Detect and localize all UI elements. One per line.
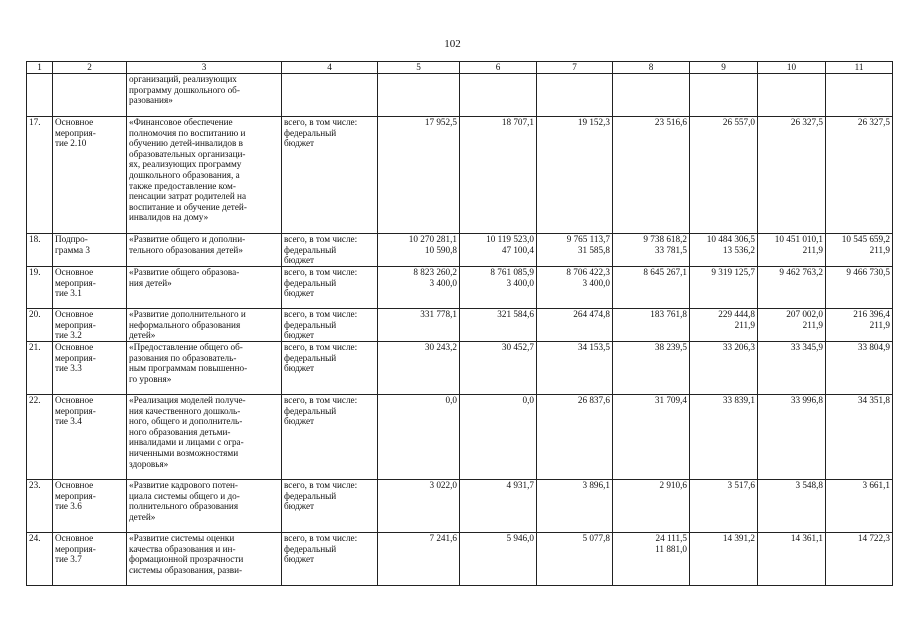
federal-value: 211,9 — [802, 244, 823, 255]
total-value: 229 444,8 — [718, 309, 755, 319]
row-description: «Финансовое обеспечение полномочия по воспитанию и обучению детей-инвалидов в образовательных организаци- ях, реализующих программу дошкольного образования, а также предоставление ком- пенсации затрат родителей на воспитание и обучение детей- инвалидов на дому» — [127, 117, 282, 234]
total-value: 9 466 730,5 — [846, 267, 890, 277]
table-row — [27, 117, 893, 234]
total-value: 3 517,6 — [727, 480, 755, 490]
value-cell-col-5 — [378, 309, 460, 342]
total-value: 26 327,5 — [790, 117, 823, 127]
federal-value: 13 536,2 — [722, 244, 755, 255]
value-cell-col-7 — [537, 395, 613, 480]
value-cell-col-6 — [460, 395, 537, 480]
value-cell-col-6 — [460, 117, 537, 234]
federal-value: 3 400,0 — [429, 277, 457, 288]
value-cell-col-8 — [613, 480, 690, 533]
row-index: 21. — [27, 342, 53, 395]
total-value: 9 738 618,2 — [643, 234, 687, 244]
total-value: 10 270 281,1 — [408, 234, 457, 244]
value-cell-col-8 — [613, 267, 690, 309]
row-funding-source: всего, в том числе: федеральный бюджет — [282, 267, 378, 309]
total-value: 8 645 267,1 — [643, 267, 687, 277]
value-cell-col-9 — [690, 533, 758, 586]
total-value: 9 462 763,2 — [779, 267, 823, 277]
total-value: 23 516,6 — [654, 117, 687, 127]
total-value: 14 391,2 — [722, 533, 755, 543]
value-cell-col-10 — [758, 309, 826, 342]
value-cell-col-5 — [378, 117, 460, 234]
row-funding-source: всего, в том числе: федеральный бюджет — [282, 533, 378, 586]
column-header-7: 7 — [537, 62, 613, 74]
row-funding-source: всего, в том числе: федеральный бюджет — [282, 395, 378, 480]
value-cell-col-5 — [378, 395, 460, 480]
row-index: 18. — [27, 234, 53, 267]
value-cell-col-9 — [690, 480, 758, 533]
total-value: 8 706 422,3 — [566, 267, 610, 277]
federal-value: 3 400,0 — [582, 277, 610, 288]
total-value: 331 778,1 — [420, 309, 457, 319]
total-value: 10 451 010,1 — [774, 234, 823, 244]
total-value: 31 709,4 — [654, 395, 687, 405]
value-cell-col-10 — [758, 234, 826, 267]
value-cell-col-5 — [378, 267, 460, 309]
row-index: 20. — [27, 309, 53, 342]
table-row — [27, 234, 893, 267]
table-row — [27, 267, 893, 309]
total-value: 33 996,8 — [790, 395, 823, 405]
continuation-description: организаций, реализующих программу дошкольного об- разования» — [127, 74, 282, 117]
value-cell-col-6 — [460, 309, 537, 342]
value-cell-col-8 — [613, 342, 690, 395]
total-value: 33 839,1 — [722, 395, 755, 405]
row-type: Основное мероприя- тие 3.3 — [53, 342, 127, 395]
value-cell-col-11 — [826, 480, 893, 533]
column-header-10: 10 — [758, 62, 826, 74]
federal-value: 211,9 — [802, 319, 823, 330]
value-cell-col-7 — [537, 533, 613, 586]
total-value: 14 722,3 — [857, 533, 890, 543]
row-type: Основное мероприя- тие 3.4 — [53, 395, 127, 480]
total-value: 264 474,8 — [573, 309, 610, 319]
row-description: «Развитие системы оценки качества образования и ин- формационной прозрачности системы образования, разви- — [127, 533, 282, 586]
value-cell-col-7 — [537, 267, 613, 309]
row-description: «Развитие общего образова- ния детей» — [127, 267, 282, 309]
column-header-1: 1 — [27, 62, 53, 74]
value-cell-col-10 — [758, 342, 826, 395]
total-value: 24 111,5 — [655, 533, 687, 543]
row-index: 23. — [27, 480, 53, 533]
total-value: 5 077,8 — [582, 533, 610, 543]
federal-value: 10 590,8 — [424, 244, 457, 255]
value-cell-col-11 — [826, 395, 893, 480]
federal-value: 33 781,5 — [654, 244, 687, 255]
value-cell-col-8 — [613, 309, 690, 342]
total-value: 3 661,1 — [862, 480, 890, 490]
value-cell-col-10 — [758, 267, 826, 309]
total-value: 9 319 125,7 — [711, 267, 755, 277]
total-value: 3 022,0 — [429, 480, 457, 490]
total-value: 207 002,0 — [786, 309, 823, 319]
value-cell-col-11 — [826, 533, 893, 586]
total-value: 183 761,8 — [650, 309, 687, 319]
value-cell-col-7 — [537, 117, 613, 234]
total-value: 33 206,3 — [722, 342, 755, 352]
value-cell-col-6 — [460, 267, 537, 309]
table-row — [27, 480, 893, 533]
row-funding-source: всего, в том числе: федеральный бюджет — [282, 309, 378, 342]
value-cell-col-5 — [378, 533, 460, 586]
value-cell-col-8 — [613, 117, 690, 234]
row-type: Основное мероприя- тие 3.6 — [53, 480, 127, 533]
federal-value: 3 400,0 — [506, 277, 534, 288]
row-description: «Реализация моделей получе- ния качественного дошколь- ного, общего и дополнитель- ного образования детьми- инвалидами и лицами с огра- ниченными возможностями здоровья» — [127, 395, 282, 480]
total-value: 33 345,9 — [790, 342, 823, 352]
row-funding-source: всего, в том числе: федеральный бюджет — [282, 117, 378, 234]
total-value: 216 396,4 — [853, 309, 890, 319]
total-value: 0,0 — [522, 395, 534, 405]
total-value: 30 452,7 — [501, 342, 534, 352]
value-cell-col-11 — [826, 342, 893, 395]
row-funding-source: всего, в том числе: федеральный бюджет — [282, 342, 378, 395]
value-cell-col-9 — [690, 117, 758, 234]
total-value: 3 896,1 — [582, 480, 610, 490]
value-cell-col-9 — [690, 309, 758, 342]
row-funding-source: всего, в том числе: федеральный бюджет — [282, 480, 378, 533]
value-cell-col-9 — [690, 267, 758, 309]
value-cell-col-9 — [690, 234, 758, 267]
total-value: 8 823 260,2 — [413, 267, 457, 277]
total-value: 3 548,8 — [795, 480, 823, 490]
total-value: 10 119 523,0 — [486, 234, 534, 244]
row-description: «Развитие общего и дополни- тельного образования детей» — [127, 234, 282, 267]
header-row — [27, 62, 893, 74]
row-type: Основное мероприя- тие 3.2 — [53, 309, 127, 342]
total-value: 26 557,0 — [722, 117, 755, 127]
total-value: 5 946,0 — [506, 533, 534, 543]
column-header-6: 6 — [460, 62, 537, 74]
total-value: 38 239,5 — [654, 342, 687, 352]
federal-value: 211,9 — [869, 244, 890, 255]
page-number: 102 — [444, 38, 461, 50]
value-cell-col-7 — [537, 309, 613, 342]
value-cell-col-6 — [460, 533, 537, 586]
value-cell-col-6 — [460, 342, 537, 395]
federal-value: 11 881,0 — [655, 543, 687, 554]
column-header-11: 11 — [826, 62, 893, 74]
total-value: 10 484 306,5 — [706, 234, 755, 244]
total-value: 321 584,6 — [497, 309, 534, 319]
total-value: 18 707,1 — [501, 117, 534, 127]
row-type: Основное мероприя- тие 2.10 — [53, 117, 127, 234]
value-cell-col-5 — [378, 480, 460, 533]
total-value: 8 761 085,9 — [490, 267, 534, 277]
table-row — [27, 342, 893, 395]
total-value: 17 952,5 — [424, 117, 457, 127]
value-cell-col-6 — [460, 234, 537, 267]
value-cell-col-10 — [758, 480, 826, 533]
column-header-4: 4 — [282, 62, 378, 74]
column-header-2: 2 — [53, 62, 127, 74]
total-value: 10 545 659,2 — [841, 234, 890, 244]
row-type: Основное мероприя- тие 3.7 — [53, 533, 127, 586]
total-value: 4 931,7 — [506, 480, 534, 490]
table-row — [27, 395, 893, 480]
total-value: 2 910,6 — [659, 480, 687, 490]
total-value: 34 153,5 — [577, 342, 610, 352]
value-cell-col-11 — [826, 267, 893, 309]
value-cell-col-5 — [378, 342, 460, 395]
column-header-3: 3 — [127, 62, 282, 74]
row-description: «Предоставление общего об- разования по образователь- ным программам повышенно- го уровня» — [127, 342, 282, 395]
federal-value: 211,9 — [869, 319, 890, 330]
value-cell-col-7 — [537, 342, 613, 395]
value-cell-col-8 — [613, 234, 690, 267]
total-value: 14 361,1 — [790, 533, 823, 543]
total-value: 7 241,6 — [429, 533, 457, 543]
total-value: 26 327,5 — [857, 117, 890, 127]
row-index: 19. — [27, 267, 53, 309]
total-value: 26 837,6 — [577, 395, 610, 405]
table-row — [27, 533, 893, 586]
row-description: «Развитие кадрового потен- циала системы общего и до- полнительного образования детей» — [127, 480, 282, 533]
total-value: 9 765 113,7 — [566, 234, 610, 244]
row-index: 17. — [27, 117, 53, 234]
value-cell-col-11 — [826, 234, 893, 267]
column-header-9: 9 — [690, 62, 758, 74]
value-cell-col-9 — [690, 395, 758, 480]
table-row — [27, 309, 893, 342]
value-cell-col-5 — [378, 234, 460, 267]
total-value: 0,0 — [445, 395, 457, 405]
total-value: 33 804,9 — [857, 342, 890, 352]
federal-value: 47 100,4 — [501, 244, 534, 255]
row-index: 24. — [27, 533, 53, 586]
value-cell-col-6 — [460, 480, 537, 533]
value-cell-col-8 — [613, 395, 690, 480]
value-cell-col-7 — [537, 480, 613, 533]
column-header-8: 8 — [613, 62, 690, 74]
row-funding-source: всего, в том числе: федеральный бюджет — [282, 234, 378, 267]
budget-table — [26, 61, 893, 586]
value-cell-col-10 — [758, 117, 826, 234]
value-cell-col-11 — [826, 309, 893, 342]
value-cell-col-11 — [826, 117, 893, 234]
total-value: 19 152,3 — [577, 117, 610, 127]
row-type: Подпро- грамма 3 — [53, 234, 127, 267]
row-type: Основное мероприя- тие 3.1 — [53, 267, 127, 309]
federal-value: 31 585,8 — [577, 244, 610, 255]
row-description: «Развитие дополнительного и неформального образования детей» — [127, 309, 282, 342]
total-value: 30 243,2 — [424, 342, 457, 352]
value-cell-col-9 — [690, 342, 758, 395]
value-cell-col-10 — [758, 533, 826, 586]
row-index: 22. — [27, 395, 53, 480]
value-cell-col-10 — [758, 395, 826, 480]
table-row-continuation — [27, 74, 893, 117]
value-cell-col-8 — [613, 533, 690, 586]
total-value: 34 351,8 — [857, 395, 890, 405]
federal-value: 211,9 — [734, 319, 755, 330]
value-cell-col-7 — [537, 234, 613, 267]
column-header-5: 5 — [378, 62, 460, 74]
